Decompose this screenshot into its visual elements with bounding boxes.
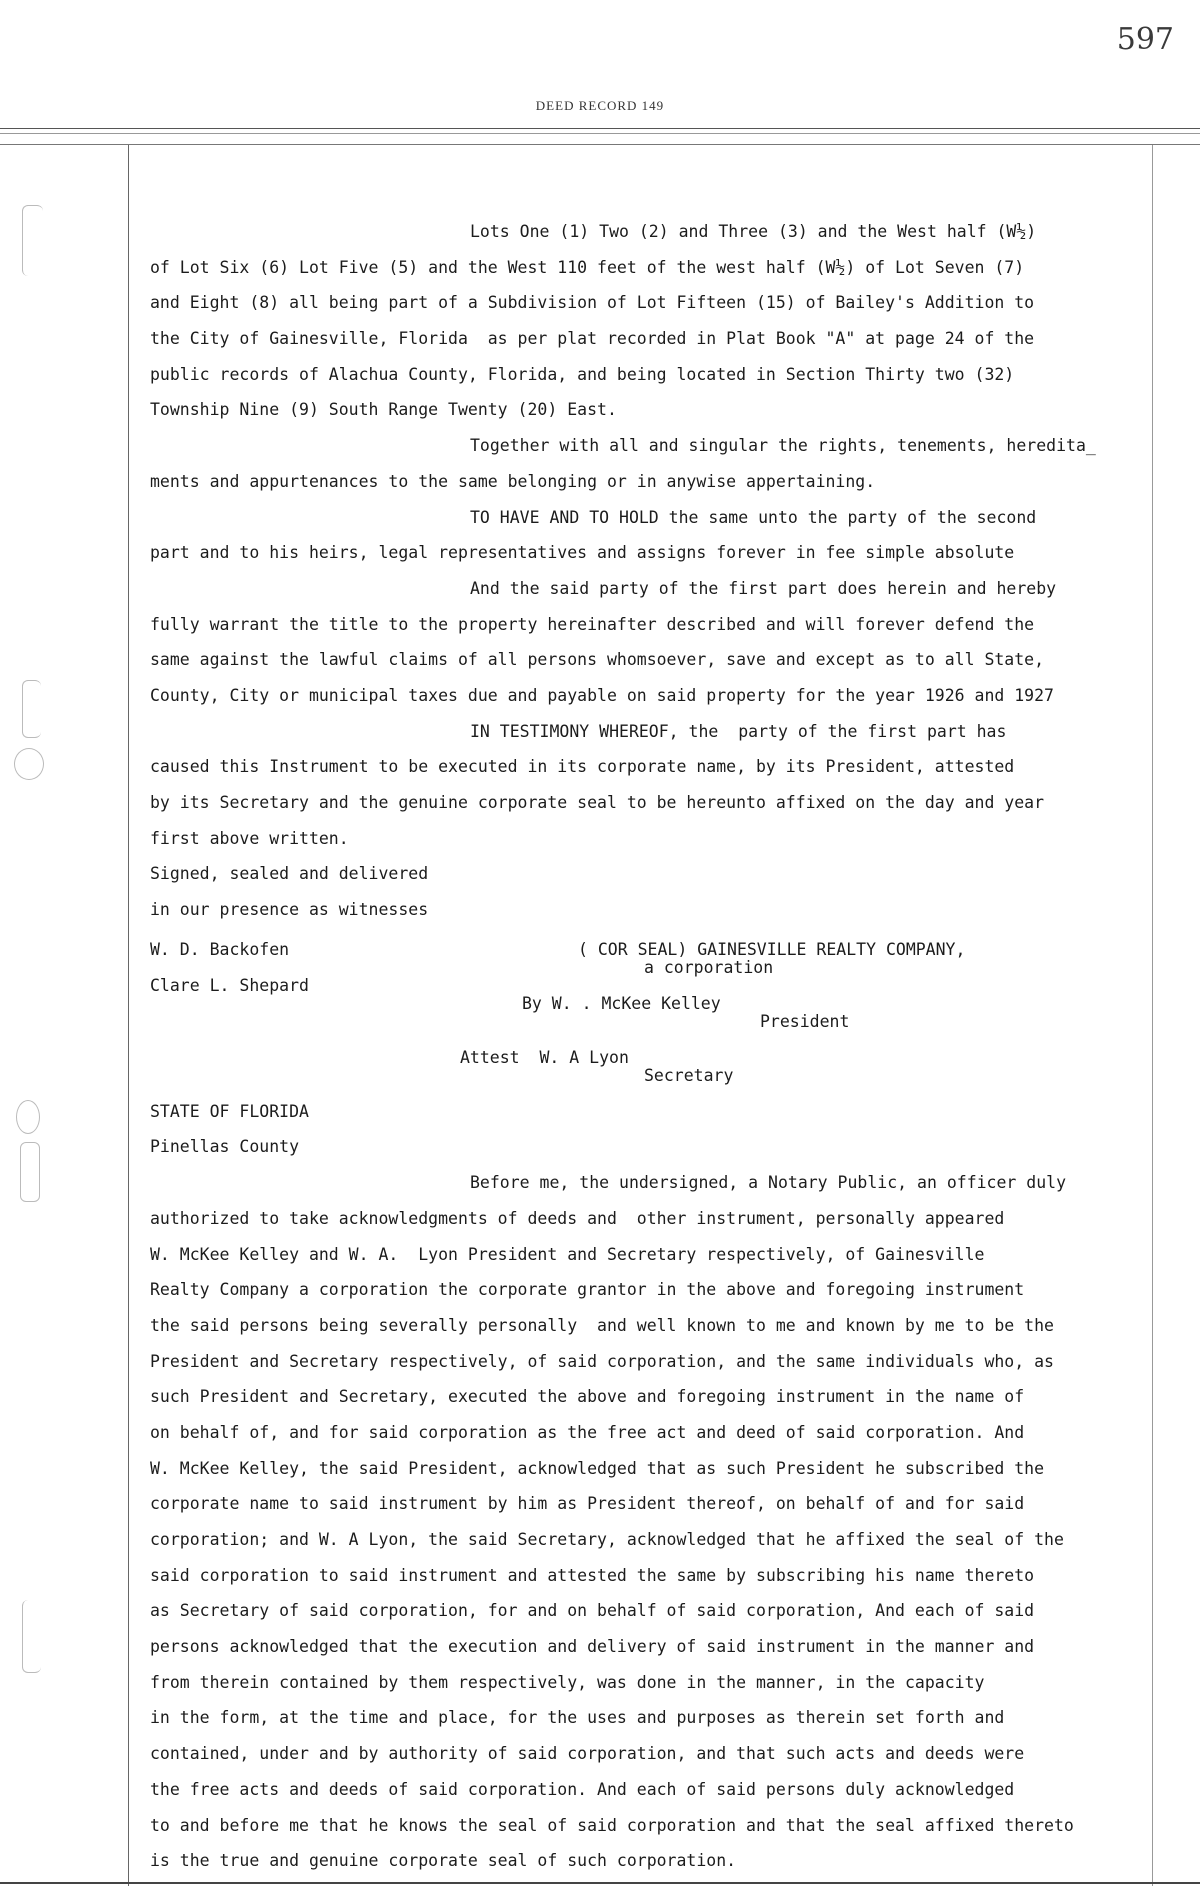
header-rule-top [0,128,1200,129]
text-line: said corporation to said instrument and attested the same by subscribing his name thereto [150,1565,1035,1585]
text-line: contained, under and by authority of said corporation, and that such acts and deeds were [150,1744,1025,1764]
text-line: first above written. [150,828,349,848]
text-line: Signed, sealed and delivered [150,864,429,884]
text-line: corporate name to said instrument by him as President thereof, on behalf of and for said [150,1494,1025,1514]
text-line: County, City or municipal taxes due and payable on said property for the year 1926 and 1927 [150,685,1054,705]
county-line: Pinellas County [150,1137,300,1157]
text-line: such President and Secretary, executed the above and foregoing instrument in the name of [150,1387,1025,1407]
text-line: same against the lawful claims of all persons whomsoever, save and except as to all State, [150,650,1045,670]
binding-mark [22,1600,41,1673]
text-line: Together with all and singular the rights, tenements, heredita_ [470,436,1096,456]
text-line: corporation; and W. A Lyon, the said Secretary, acknowledged that he affixed the seal of the [150,1530,1064,1549]
text-line: authorized to take acknowledgments of deeds and other instrument, personally appeared [150,1208,1005,1228]
text-line: W. McKee Kelley and W. A. Lyon President and Secretary respectively, of Gainesville [150,1244,985,1264]
witness-name: Clare L. Shepard [150,975,309,995]
secretary-title: Secretary [644,1065,734,1085]
binding-mark [22,680,41,738]
signature-block [150,928,1140,1085]
binding-mark [20,1142,40,1202]
text-line: caused this Instrument to be executed in its corporate name, by its President, attested [150,757,1015,777]
president-title: President [760,1011,850,1031]
secretary-signature: Attest W. A Lyon [460,1047,629,1067]
binding-hole [14,748,44,780]
text-line: and Eight (8) all being part of a Subdivision of Lot Fifteen (15) of Bailey's Addition to [150,293,1035,313]
deed-record-header: DEED RECORD 149 [535,98,665,113]
text-line: on behalf of, and for said corporation as the free act and deed of said corporation. And [150,1422,1025,1442]
text-line: President and Secretary respectively, of said corporation, and the same individuals who, as [150,1351,1054,1371]
text-line: persons acknowledged that the execution and delivery of said instrument in the manner and [150,1637,1035,1657]
president-signature: By W. . McKee Kelley [522,993,721,1013]
binding-mark [22,205,43,276]
text-line: to and before me that he knows the seal of said corporation and that the seal affixed thereto [150,1815,1074,1835]
state-line: STATE OF FLORIDA [150,1101,309,1121]
text-line: in our presence as witnesses [150,900,429,920]
text-line: W. McKee Kelley, the said President, acknowledged that as such President he subscribed the [150,1458,1045,1478]
text-line: from therein contained by them respectively, was done in the manner, in the capacity [150,1672,985,1692]
text-line: in the form, at the time and place, for the uses and purposes as therein set forth and [150,1708,1005,1728]
company-seal-line: ( COR SEAL) GAINESVILLE REALTY COMPANY, [578,939,966,959]
text-line: the said persons being severally personally and well known to me and known by me to be the [150,1315,1054,1335]
text-line: Before me, the undersigned, a Notary Public, an officer duly [470,1173,1067,1193]
text-line: Realty Company a corporation the corporate grantor in the above and foregoing instrument [150,1280,1025,1300]
right-margin-line [1152,145,1153,1886]
text-line: fully warrant the title to the property hereinafter described and will forever defend the [150,614,1035,634]
page-number: 597 [1116,22,1174,57]
text-line: public records of Alachua County, Florida, and being located in Section Thirty two (32) [150,364,1015,384]
witness-name: W. D. Backofen [150,939,290,959]
text-line: IN TESTIMONY WHEREOF, the party of the first part has [470,721,1007,741]
text-line: part and to his heirs, legal representatives and assigns forever in fee simple absolute [150,543,1015,563]
text-line: by its Secretary and the genuine corporate seal to be hereunto affixed on the day and year [150,793,1045,812]
header-rule-middle [0,133,1200,134]
deed-body [150,214,1140,1879]
left-margin-line [128,145,129,1886]
text-line: as Secretary of said corporation, for and on behalf of said corporation, And each of said [150,1601,1035,1621]
text-line: And the said party of the first part does herein and hereby [470,578,1057,598]
header-rule-bottom [0,144,1200,145]
text-line: Township Nine (9) South Range Twenty (20) East. [150,400,617,420]
text-line: Lots One (1) Two (2) and Three (3) and the West half (W½) [470,222,1037,241]
corporation-label: a corporation [644,957,774,977]
text-line: the City of Gainesville, Florida as per plat recorded in Plat Book "A" at page 24 of the [150,329,1035,349]
binding-hole [16,1100,40,1134]
text-line: is the true and genuine corporate seal of such corporation. [150,1851,737,1871]
bottom-rule [0,1882,1200,1884]
text-line: TO HAVE AND TO HOLD the same unto the party of the second [470,507,1037,527]
text-line: of Lot Six (6) Lot Five (5) and the West 110 feet of the west half (W½) of Lot Seven (7) [150,257,1025,277]
text-line: ments and appurtenances to the same belonging or in anywise appertaining. [150,471,876,491]
text-line: the free acts and deeds of said corporation. And each of said persons duly acknowledged [150,1779,1015,1799]
